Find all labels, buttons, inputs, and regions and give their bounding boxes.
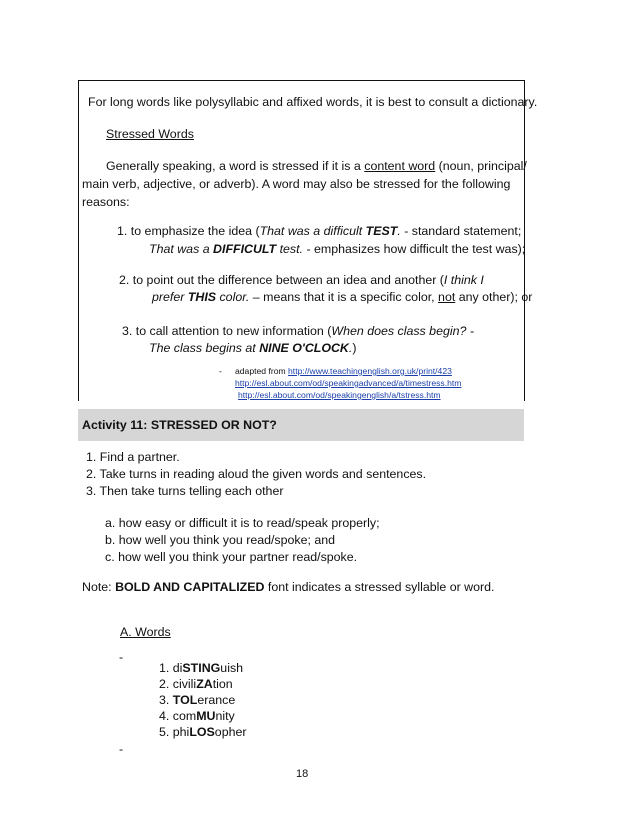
- r3-i: When does class begin? -: [331, 324, 474, 338]
- source-link-2[interactable]: http://esl.about.com/od/speakingadvanced/a/timestress.htm: [235, 378, 462, 388]
- r1-a: 1. to emphasize the idea (: [117, 224, 260, 238]
- substep-b: b. how well you think you read/spoke; and: [105, 533, 336, 547]
- r3-l2bi: NINE O'CLOCK: [259, 341, 349, 355]
- r2-a: 2. to point out the difference between an idea and another (: [119, 273, 444, 287]
- dash-2: -: [119, 742, 124, 756]
- reason-1-line-1: [117, 224, 521, 238]
- reason-1-line-2: [149, 242, 525, 256]
- r2-l2i2: color.: [216, 290, 250, 304]
- activity-header: [78, 409, 524, 441]
- source-link-1[interactable]: http://www.teachingenglish.org.uk/print/423: [288, 366, 452, 376]
- note-b: BOLD AND CAPITALIZED: [115, 580, 265, 594]
- r3-l2i: The class begins at: [149, 341, 260, 355]
- r1-i: That was a difficult: [259, 224, 366, 238]
- reason-2-line-1: [119, 273, 484, 287]
- word-3-stress: TOL: [172, 693, 198, 707]
- word-1-a: 1. di: [159, 661, 183, 675]
- word-2-stress: ZA: [196, 677, 213, 691]
- section-a-heading: A. Words: [120, 625, 171, 639]
- content-word-term: content word: [364, 159, 436, 173]
- source-line-2: [235, 378, 461, 388]
- step-2: 2. Take turns in reading aloud the given words and sentences.: [86, 467, 427, 481]
- r1-l2bi: DIFFICULT: [213, 242, 277, 256]
- word-4: [159, 709, 235, 723]
- word-1-stress: STING: [182, 661, 221, 675]
- step-3: 3. Then take turns telling each other: [86, 484, 284, 498]
- r2-l2u: not: [438, 290, 456, 304]
- source-prefix: adapted from: [235, 366, 289, 376]
- stressed-words-heading: Stressed Words: [106, 127, 194, 141]
- source-line-3: [238, 390, 441, 400]
- reason-3-line-2: [149, 341, 356, 355]
- word-1-rest: uish: [220, 661, 244, 675]
- p1-text-b: (noun, principal/: [435, 159, 527, 173]
- source-link-3[interactable]: http://esl.about.com/od/speakingenglish/a/tstress.htm: [238, 390, 441, 400]
- r1-l2i2: test.: [276, 242, 303, 256]
- word-5-rest: opher: [214, 725, 247, 739]
- word-3-rest: erance: [197, 693, 236, 707]
- r3-l2b: ): [352, 341, 357, 355]
- r3-a: 3. to call attention to new information (: [122, 324, 332, 338]
- note-a: Note:: [82, 580, 116, 594]
- word-1: [159, 661, 243, 675]
- step-1: 1. Find a partner.: [86, 450, 180, 464]
- r1-l2i: That was a: [149, 242, 214, 256]
- paragraph-line-2: main verb, adjective, or adverb). A word may also be stressed for the following: [82, 177, 511, 191]
- word-2-rest: tion: [212, 677, 233, 691]
- word-3-a: 3.: [159, 693, 173, 707]
- word-5: [159, 725, 247, 739]
- word-3: [159, 693, 235, 707]
- word-2-a: 2. civili: [159, 677, 197, 691]
- dash-1: -: [119, 650, 124, 664]
- note-c: font indicates a stressed syllable or word.: [264, 580, 495, 594]
- r1-b: - standard statement;: [400, 224, 522, 238]
- substep-a: a. how easy or difficult it is to read/speak properly;: [105, 516, 380, 530]
- reason-2-line-2: [152, 290, 532, 304]
- r1-l2b: - emphasizes how difficult the test was);: [303, 242, 526, 256]
- substep-c: c. how well you think your partner read/spoke.: [105, 550, 358, 564]
- reason-3-line-1: [122, 324, 474, 338]
- source-line-1: [235, 366, 452, 376]
- p1-text-a: Generally speaking, a word is stressed if it is a: [106, 159, 365, 173]
- r2-l2b: – means that it is a specific color,: [249, 290, 439, 304]
- word-4-a: 4. com: [159, 709, 197, 723]
- r2-l2c: any other); or: [455, 290, 533, 304]
- paragraph-line-3: reasons:: [82, 195, 130, 209]
- r3-l2i2: .: [348, 341, 353, 355]
- r1-i2: .: [397, 224, 401, 238]
- note-text: [82, 580, 494, 594]
- activity-title: Activity 11: STRESSED OR NOT?: [82, 418, 277, 432]
- r2-l2bi: THIS: [187, 290, 217, 304]
- intro-text: For long words like polysyllabic and affixed words, it is best to consult a dictionary.: [88, 95, 538, 109]
- r2-i: I think I: [443, 273, 484, 287]
- word-4-stress: MU: [196, 709, 216, 723]
- r2-l2i: prefer: [152, 290, 188, 304]
- r1-bi: TEST: [365, 224, 398, 238]
- page-number: 18: [296, 768, 309, 780]
- word-5-stress: LOS: [189, 725, 215, 739]
- paragraph-line-1: [106, 159, 527, 173]
- word-5-a: 5. phi: [159, 725, 190, 739]
- word-2: [159, 677, 233, 691]
- source-dash: -: [219, 366, 222, 376]
- word-4-rest: nity: [215, 709, 235, 723]
